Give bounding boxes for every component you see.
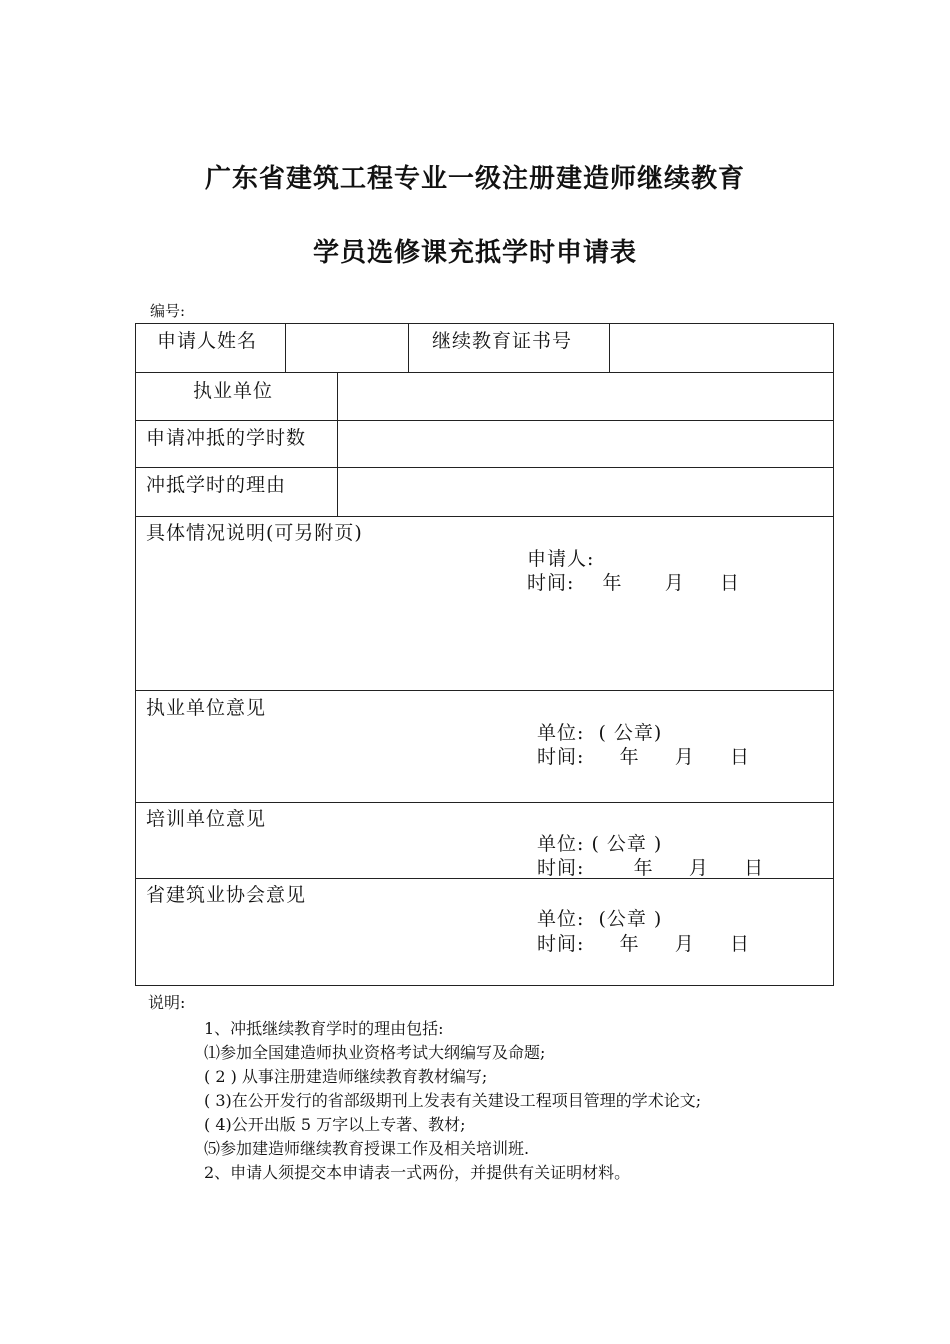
notes-item-2: 2、申请人须提交本申请表一式两份，并提供有关证明材料。 — [204, 1163, 631, 1182]
detail-label: 具体情况说明(可另附页) — [146, 522, 363, 544]
col-divider — [408, 323, 409, 372]
notes-sub-4: ( 4)公开出版 5 万字以上专著、教材; — [204, 1115, 466, 1134]
col-divider — [337, 372, 338, 516]
employer-label: 执业单位 — [193, 380, 274, 402]
reason-label: 冲抵学时的理由 — [146, 474, 287, 496]
detail-field[interactable] — [137, 545, 832, 688]
row-divider — [135, 802, 834, 803]
notes-sub-2: ( 2 ) 从事注册建造师继续教育教材编写; — [204, 1067, 488, 1086]
applicant-name-field[interactable] — [287, 325, 406, 370]
row-divider — [135, 467, 834, 468]
row-divider — [135, 420, 834, 421]
notes-item-1: 1、冲抵继续教育学时的理由包括: — [204, 1019, 444, 1038]
association-opinion-date: 时间: 年 月 日 — [537, 933, 750, 955]
association-opinion-label: 省建筑业协会意见 — [146, 884, 307, 906]
training-opinion-label: 培训单位意见 — [146, 808, 267, 830]
detail-applicant: 申请人: — [527, 548, 595, 570]
row-divider — [135, 372, 834, 373]
employer-opinion-label: 执业单位意见 — [146, 697, 267, 719]
training-opinion-date: 时间: 年 月 日 — [537, 857, 765, 879]
notes-sub-5: ⑸参加建造师继续教育授课工作及相关培训班. — [204, 1139, 530, 1158]
hours-field[interactable] — [339, 422, 832, 466]
row-divider — [135, 690, 834, 691]
form-title-line2: 学员选修课充抵学时申请表 — [312, 238, 637, 268]
notes-sub-1: ⑴参加全国建造师执业资格考试大纲编写及命题; — [204, 1043, 546, 1062]
row-divider — [135, 516, 834, 517]
col-divider — [609, 323, 610, 372]
applicant-name-label: 申请人姓名 — [157, 330, 258, 352]
training-opinion-unit: 单位: ( 公章 ) — [537, 833, 663, 855]
notes-title: 说明: — [148, 993, 186, 1012]
hours-label: 申请冲抵的学时数 — [146, 427, 307, 449]
col-divider — [285, 323, 286, 372]
reason-field[interactable] — [339, 469, 832, 515]
form-title-line1: 广东省建筑工程专业一级注册建造师继续教育 — [204, 164, 745, 194]
association-opinion-unit: 单位: (公章 ) — [537, 908, 663, 930]
number-label: 编号: — [150, 302, 186, 320]
cert-number-field[interactable] — [611, 325, 832, 370]
employer-opinion-date: 时间: 年 月 日 — [537, 746, 750, 768]
employer-opinion-unit: 单位: ( 公章) — [537, 722, 663, 744]
detail-date: 时间: 年 月 日 — [527, 572, 740, 594]
notes-sub-3: ( 3)在公开发行的省部级期刊上发表有关建设工程项目管理的学术论文; — [204, 1091, 702, 1110]
employer-field[interactable] — [339, 374, 832, 419]
cert-number-label: 继续教育证书号 — [432, 330, 573, 352]
